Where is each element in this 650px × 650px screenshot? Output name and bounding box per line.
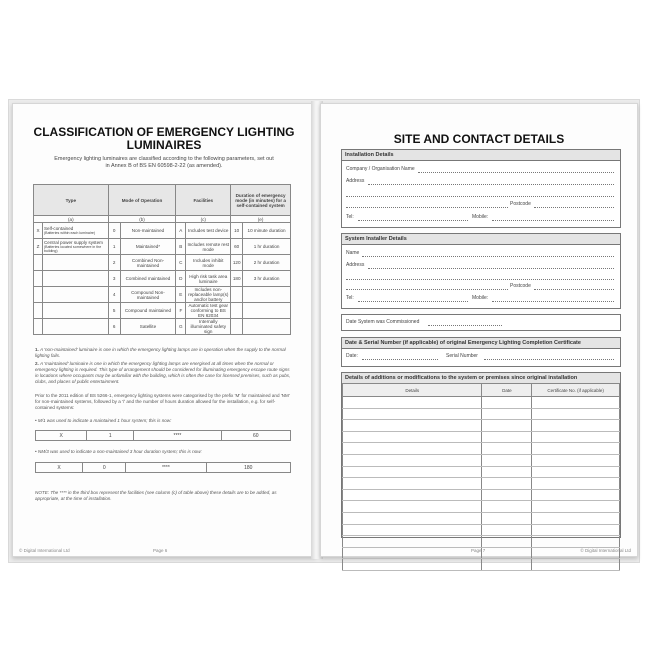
duration-code	[231, 287, 243, 303]
classification-table	[33, 184, 291, 335]
mode-cell: Combined maintained	[120, 271, 176, 287]
header-mode: Mode of Operation	[108, 185, 176, 216]
facility-code: C	[176, 255, 186, 271]
section-header: Installation Details	[342, 150, 620, 161]
address-field-line[interactable]	[346, 279, 614, 280]
commissioned-section	[341, 314, 621, 331]
modification-cell[interactable]	[532, 536, 620, 548]
type-cell	[42, 287, 108, 303]
modification-cell[interactable]	[343, 489, 482, 501]
duration-code: 120	[231, 255, 243, 271]
mode-code: 0	[108, 223, 120, 239]
page-number: Page 7	[471, 548, 486, 553]
certificate-serial-section	[341, 337, 621, 367]
facility-cell: Includes non-replaceable lamp(s) and/or battery	[186, 287, 231, 303]
duration-code	[231, 303, 243, 319]
postcode-label: Postcode	[510, 283, 531, 289]
address-label: Address	[346, 262, 365, 268]
address-field-line[interactable]	[346, 289, 508, 290]
type-cell	[42, 271, 108, 287]
example-2-caption: • NM/3 was used to indicate a non-maintained 3 hour duration system; this is now:	[35, 449, 202, 454]
modification-cell[interactable]	[532, 431, 620, 443]
open-booklet	[8, 97, 642, 567]
left-page	[12, 103, 316, 557]
mobile-field[interactable]	[492, 301, 614, 302]
tel-field[interactable]	[358, 220, 468, 221]
example-2-cell: ****	[126, 463, 206, 473]
example-1-caption: • M/1 was used to indicate a maintained 1 hour system; this is now:	[35, 418, 172, 423]
footer-copyright: © Digital International Ltd	[580, 548, 631, 553]
mode-code: 4	[108, 287, 120, 303]
example-1-cell: 60	[221, 431, 290, 441]
modification-cell[interactable]	[343, 466, 482, 478]
type-code: Z	[34, 239, 43, 255]
commissioned-date-field[interactable]	[428, 325, 502, 326]
code-e: (e)	[231, 216, 291, 223]
facility-cell: Automatic test gear conforming to BS EN 62034	[186, 303, 231, 319]
modification-cell[interactable]	[343, 443, 482, 455]
address-field-line[interactable]	[346, 196, 614, 197]
modification-row[interactable]	[343, 501, 620, 513]
facility-code: E	[176, 287, 186, 303]
modification-cell[interactable]	[343, 478, 482, 490]
system-installer-section	[341, 233, 621, 309]
type-cell	[42, 303, 108, 319]
code-c: (c)	[176, 216, 231, 223]
type-code	[34, 303, 43, 319]
modification-cell[interactable]	[482, 420, 532, 432]
section-header: Details of additions or modifications to the system or premises since original installation	[342, 373, 620, 384]
commissioned-label: Date System was Commissioned	[346, 319, 420, 325]
type-code	[34, 255, 43, 271]
serial-number-field[interactable]	[484, 359, 614, 360]
right-page	[320, 103, 638, 557]
duration-code: 180	[231, 271, 243, 287]
page-title: SITE AND CONTACT DETAILS	[393, 132, 565, 146]
name-field[interactable]	[362, 256, 614, 257]
modification-cell[interactable]	[532, 443, 620, 455]
footer-copyright: © Digital International Ltd	[19, 548, 70, 553]
modification-cell[interactable]	[482, 559, 532, 571]
modification-row[interactable]	[343, 454, 620, 466]
postcode-label: Postcode	[510, 201, 531, 207]
modification-cell[interactable]	[482, 536, 532, 548]
modification-cell[interactable]	[532, 501, 620, 513]
postcode-field[interactable]	[534, 207, 614, 208]
mobile-label: Mobile:	[472, 295, 489, 301]
facility-code: A	[176, 223, 186, 239]
header-duration: Duration of emergency mode (in minutes) for a self-contained system	[231, 185, 291, 216]
example-1-table	[35, 430, 291, 441]
classification-rows	[34, 223, 291, 335]
modification-row[interactable]	[343, 408, 620, 420]
modification-cell[interactable]	[482, 489, 532, 501]
code-a: (a)	[34, 216, 109, 223]
header-type: Type	[34, 185, 109, 216]
section-header: Date & Serial Number (if applicable) of original Emergency Lighting Completion Certificate	[342, 338, 620, 349]
page-number: Page 6	[153, 548, 168, 553]
modification-cell[interactable]	[482, 501, 532, 513]
address-field-line[interactable]	[368, 184, 614, 185]
type-cell	[42, 239, 108, 255]
modification-row[interactable]	[343, 489, 620, 501]
type-sublabel: (Batteries within each luminaire)	[43, 231, 96, 235]
modification-row[interactable]	[343, 420, 620, 432]
modification-cell[interactable]	[343, 512, 482, 524]
modification-row[interactable]	[343, 512, 620, 524]
modifications-rows	[343, 397, 620, 571]
address-field-line[interactable]	[368, 268, 614, 269]
classification-row	[34, 303, 291, 319]
facility-code: B	[176, 239, 186, 255]
modification-row[interactable]	[343, 431, 620, 443]
duration-code: 10	[231, 223, 243, 239]
mode-cell: Compound maintained	[120, 303, 176, 319]
classification-row	[34, 239, 291, 255]
modification-cell[interactable]	[482, 466, 532, 478]
modification-row[interactable]	[343, 466, 620, 478]
tel-label: Tel:	[346, 295, 354, 301]
modification-cell[interactable]	[532, 408, 620, 420]
modification-cell[interactable]	[343, 431, 482, 443]
modification-row[interactable]	[343, 478, 620, 490]
duration-code: 60	[231, 239, 243, 255]
note-non-maintained: 1. A 'non-maintained' luminaire is one in which the emergency lighting lamps are in operation when the supply to the normal lighting fails.	[35, 347, 286, 358]
modification-cell[interactable]	[532, 397, 620, 409]
column-certificate: Certificate No. (if applicable)	[532, 384, 620, 397]
modifications-table	[342, 383, 620, 571]
facility-code: F	[176, 303, 186, 319]
classification-row	[34, 319, 291, 335]
mode-cell: Compound Non-maintained	[120, 287, 176, 303]
section-header: System Installer Details	[342, 234, 620, 245]
date-label: Date:	[346, 353, 358, 359]
duration-cell	[243, 287, 291, 303]
modification-row[interactable]	[343, 524, 620, 536]
modification-cell[interactable]	[482, 512, 532, 524]
example-1-cell: 1	[87, 431, 134, 441]
modification-cell[interactable]	[482, 408, 532, 420]
duration-cell	[243, 319, 291, 335]
type-code	[34, 319, 43, 335]
modification-cell[interactable]	[343, 547, 482, 559]
modification-cell[interactable]	[482, 478, 532, 490]
modification-cell[interactable]	[482, 443, 532, 455]
modification-cell[interactable]	[343, 454, 482, 466]
classification-row	[34, 287, 291, 303]
modification-cell[interactable]	[343, 524, 482, 536]
mode-code: 5	[108, 303, 120, 319]
example-2-cell: 180	[206, 463, 290, 473]
mobile-label: Mobile:	[472, 214, 489, 220]
note-2-text: A 'maintained' luminaire is one in which the emergency lighting lamps are energised at all times when the normal or emergency lighting is required. This type of arrangement should be considered for illuminating emergency escape route signs in locations where occupants may be unfamiliar with the building, which is often the case for licensed premises, such as pubs, clubs, and places of public entertainment.	[35, 361, 291, 384]
modification-row[interactable]	[343, 397, 620, 409]
installation-details-section	[341, 149, 621, 228]
name-label: Name	[346, 250, 360, 256]
type-code	[34, 287, 43, 303]
modification-cell[interactable]	[532, 478, 620, 490]
column-details: Details	[343, 384, 482, 397]
type-cell	[42, 223, 108, 239]
code-b: (b)	[108, 216, 176, 223]
duration-cell: 10 minute duration	[243, 223, 291, 239]
example-2-table	[35, 462, 291, 473]
type-cell	[42, 255, 108, 271]
serial-number-label: Serial Number	[446, 353, 478, 359]
facility-cell: High risk task area luminaire	[186, 271, 231, 287]
facility-cell: Includes inhibit mode	[186, 255, 231, 271]
facility-cell: Includes test device	[186, 223, 231, 239]
modification-cell[interactable]	[343, 501, 482, 513]
header-facilities: Facilities	[176, 185, 231, 216]
intro-text: Emergency lighting luminaires are classified according to the following parameters, set out in Annex B of BS EN 60598-2-22 (as amended).	[54, 156, 274, 169]
type-code: X	[34, 223, 43, 239]
example-1-cell: X	[36, 431, 87, 441]
page-title: CLASSIFICATION OF EMERGENCY LIGHTING LUMINAIRES	[33, 125, 295, 152]
modification-row[interactable]	[343, 536, 620, 548]
company-label: Company / Organisation Name	[346, 166, 415, 172]
modification-cell[interactable]	[343, 420, 482, 432]
type-sublabel: (Batteries located somewhere in the building)	[43, 245, 102, 253]
modification-cell[interactable]	[482, 524, 532, 536]
note-1-text: A 'non-maintained' luminaire is one in which the emergency lighting lamps are in operation when the supply to the normal lighting fails.	[35, 347, 286, 358]
modification-cell[interactable]	[343, 408, 482, 420]
mobile-field[interactable]	[492, 220, 614, 221]
mode-cell: Satellite	[120, 319, 176, 335]
duration-code	[231, 319, 243, 335]
modification-cell[interactable]	[532, 559, 620, 571]
tel-label: Tel:	[346, 214, 354, 220]
duration-cell: 3 hr duration	[243, 271, 291, 287]
mode-cell: Non-maintained	[120, 223, 176, 239]
mode-code: 3	[108, 271, 120, 287]
note-facilities: NOTE: The **** in the third box represent the facilities (see column (c) of table above) these details are to be added, as appropriate, at the time of installation.	[35, 490, 277, 501]
classification-row	[34, 223, 291, 239]
duration-cell: 1 hr duration	[243, 239, 291, 255]
modification-row[interactable]	[343, 559, 620, 571]
modification-cell[interactable]	[532, 466, 620, 478]
type-label: Self-contained	[43, 226, 74, 231]
modification-cell[interactable]	[482, 397, 532, 409]
mode-cell: Combined Non-maintained	[120, 255, 176, 271]
example-2-cell: X	[36, 463, 83, 473]
company-field[interactable]	[418, 172, 614, 173]
modification-cell[interactable]	[482, 454, 532, 466]
example-1-cell: ****	[134, 431, 221, 441]
column-date: Date	[482, 384, 532, 397]
example-2-cell: 0	[83, 463, 126, 473]
duration-cell: 2 hr duration	[243, 255, 291, 271]
modifications-section	[341, 372, 621, 538]
modification-cell[interactable]	[532, 489, 620, 501]
tel-field[interactable]	[358, 301, 468, 302]
type-cell	[42, 319, 108, 335]
mode-code: 6	[108, 319, 120, 335]
note-maintained: 2. A 'maintained' luminaire is one in which the emergency lighting lamps are energised at all times when the normal or emergency lighting is required. This type of arrangement should be considered for illuminating emergency escape route signs in locations where occupants may be unfamiliar with the building, which is often the case for licensed premises, such as pubs, clubs, and places of public entertainment.	[35, 361, 291, 384]
modification-cell[interactable]	[532, 454, 620, 466]
mode-cell: Maintained*	[120, 239, 176, 255]
facility-cell: Includes remote rest mode	[186, 239, 231, 255]
mode-code: 2	[108, 255, 120, 271]
modification-cell[interactable]	[343, 397, 482, 409]
modification-cell[interactable]	[532, 420, 620, 432]
address-field-line[interactable]	[346, 207, 508, 208]
classification-row	[34, 255, 291, 271]
address-label: Address	[346, 178, 365, 184]
date-field[interactable]	[362, 359, 438, 360]
modification-cell[interactable]	[482, 547, 532, 559]
note-prior-edition: Prior to the 2011 edition of BS 5266-1, emergency lighting systems were categorised by the prefix 'M' for maintained and 'NM' for non-maintained systems, followed by a '/' and the number of hours duration allowed for the installation, e.g. for self-contained systems:	[35, 393, 290, 410]
modification-cell[interactable]	[482, 431, 532, 443]
mode-code: 1	[108, 239, 120, 255]
modification-cell[interactable]	[343, 559, 482, 571]
duration-cell	[243, 303, 291, 319]
postcode-field[interactable]	[534, 289, 614, 290]
modification-row[interactable]	[343, 443, 620, 455]
facility-code: D	[176, 271, 186, 287]
facility-cell: Internally illuminated safety sign	[186, 319, 231, 335]
type-code	[34, 271, 43, 287]
modification-cell[interactable]	[343, 536, 482, 548]
modification-cell[interactable]	[532, 512, 620, 524]
type-label: Central power supply system	[43, 240, 103, 245]
facility-code: G	[176, 319, 186, 335]
modification-cell[interactable]	[532, 524, 620, 536]
classification-row	[34, 271, 291, 287]
